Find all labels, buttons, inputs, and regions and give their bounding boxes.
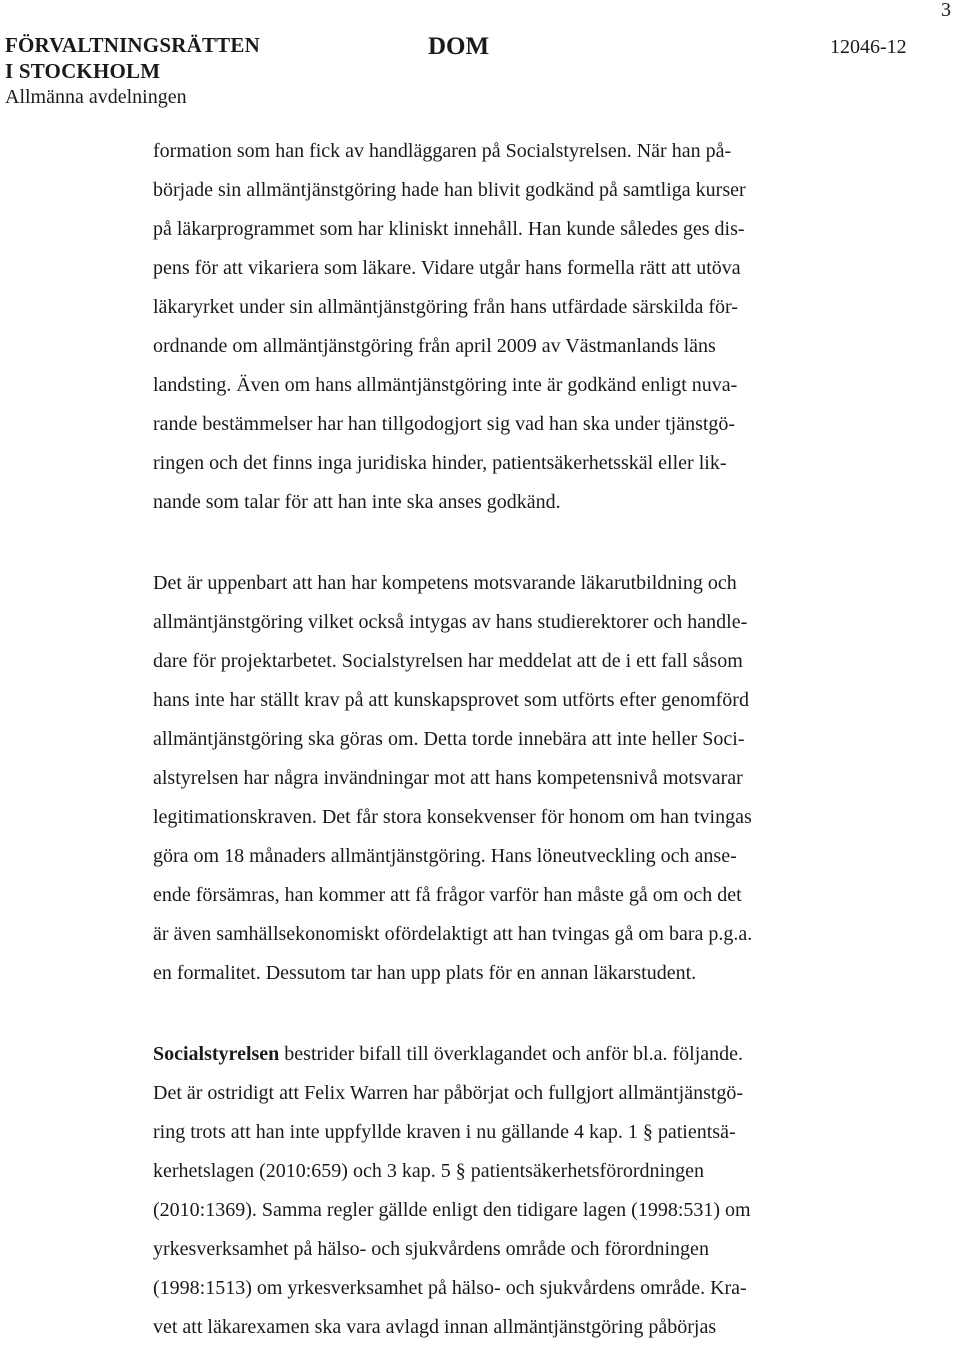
text-line: ordnande om allmäntjänstgöring från april 2009 av Västmanlands läns <box>153 335 716 357</box>
text-line: hans inte har ställt krav på att kunskapsprovet som utförts efter genomförd <box>153 689 749 711</box>
text-line: göra om 18 månaders allmäntjänstgöring. Hans löneutveckling och anse- <box>153 845 737 867</box>
page-number: 3 <box>941 0 951 21</box>
text-line-lead <box>153 1035 853 1074</box>
text-line: rande bestämmelser har han tillgodogjort sig vad han ska under tjänstgö- <box>153 413 736 435</box>
court-name-line2: I STOCKHOLM <box>5 59 161 83</box>
text-line: på läkarprogrammet som har kliniskt innehåll. Han kunde således ges dis- <box>153 218 745 240</box>
text-line: formation som han fick av handläggaren på Socialstyrelsen. När han på- <box>153 140 732 162</box>
paragraph-1 <box>153 132 853 522</box>
text-line: Det är ostridigt att Felix Warren har påbörjat och fullgjort allmäntjänstgö- <box>153 1082 744 1104</box>
division-name: Allmänna avdelningen <box>5 86 187 108</box>
text-line: en formalitet. Dessutom tar han upp plats för en annan läkarstudent. <box>153 962 697 984</box>
case-number: 12046-12 <box>830 36 907 58</box>
text-line: kerhetslagen (2010:659) och 3 kap. 5 § patientsäkerhetsförordningen <box>153 1160 704 1182</box>
text-line: ringen och det finns inga juridiska hinder, patientsäkerhetsskäl eller lik- <box>153 452 727 474</box>
text-line: dare för projektarbetet. Socialstyrelsen har meddelat att de i ett fall såsom <box>153 650 743 672</box>
document-type: DOM <box>428 33 490 60</box>
text-line: ende försämras, han kommer att få frågor varför han måste gå om och det <box>153 884 742 906</box>
text-line: (1998:1513) om yrkesverksamhet på hälso- och sjukvårdens område. Kra- <box>153 1277 747 1299</box>
paragraph-3 <box>153 1035 853 1347</box>
text-line: allmäntjänstgöring ska göras om. Detta torde innebära att inte heller Soci- <box>153 728 745 750</box>
text-line: började sin allmäntjänstgöring hade han blivit godkänd på samtliga kurser <box>153 179 746 201</box>
text-line: yrkesverksamhet på hälso- och sjukvårdens område och förordningen <box>153 1238 709 1260</box>
text-line: alstyrelsen har några invändningar mot att hans kompetensnivå motsvarar <box>153 767 743 789</box>
paragraph-2 <box>153 564 853 993</box>
lead-line-rest: bestrider bifall till överklagandet och anför bl.a. följande. <box>279 1043 744 1065</box>
text-line: landsting. Även om hans allmäntjänstgöring inte är godkänd enligt nuva- <box>153 374 738 396</box>
text-line: vet att läkarexamen ska vara avlagd innan allmäntjänstgöring påbörjas <box>153 1316 717 1338</box>
text-line: pens för att vikariera som läkare. Vidare utgår hans formella rätt att utöva <box>153 257 741 279</box>
court-block <box>5 32 260 110</box>
text-line: är även samhällsekonomiskt ofördelaktigt att han tvingas gå om bara p.g.a. <box>153 923 753 945</box>
text-line: Det är uppenbart att han har kompetens motsvarande läkarutbildning och <box>153 572 737 594</box>
text-line: ring trots att han inte uppfyllde kraven i nu gällande 4 kap. 1 § patientsä- <box>153 1121 736 1143</box>
text-line: nande som talar för att han inte ska anses godkänd. <box>153 491 561 513</box>
text-line: allmäntjänstgöring vilket också intygas av hans studierektorer och handle- <box>153 611 748 633</box>
text-line: legitimationskraven. Det får stora konsekvenser för honom om han tvingas <box>153 806 752 828</box>
text-line: läkaryrket under sin allmäntjänstgöring från hans utfärdade särskilda för- <box>153 296 738 318</box>
party-name: Socialstyrelsen <box>153 1043 280 1065</box>
court-name-line1: FÖRVALTNINGSRÄTTEN <box>5 33 260 57</box>
text-line: (2010:1369). Samma regler gällde enligt den tidigare lagen (1998:531) om <box>153 1199 751 1221</box>
